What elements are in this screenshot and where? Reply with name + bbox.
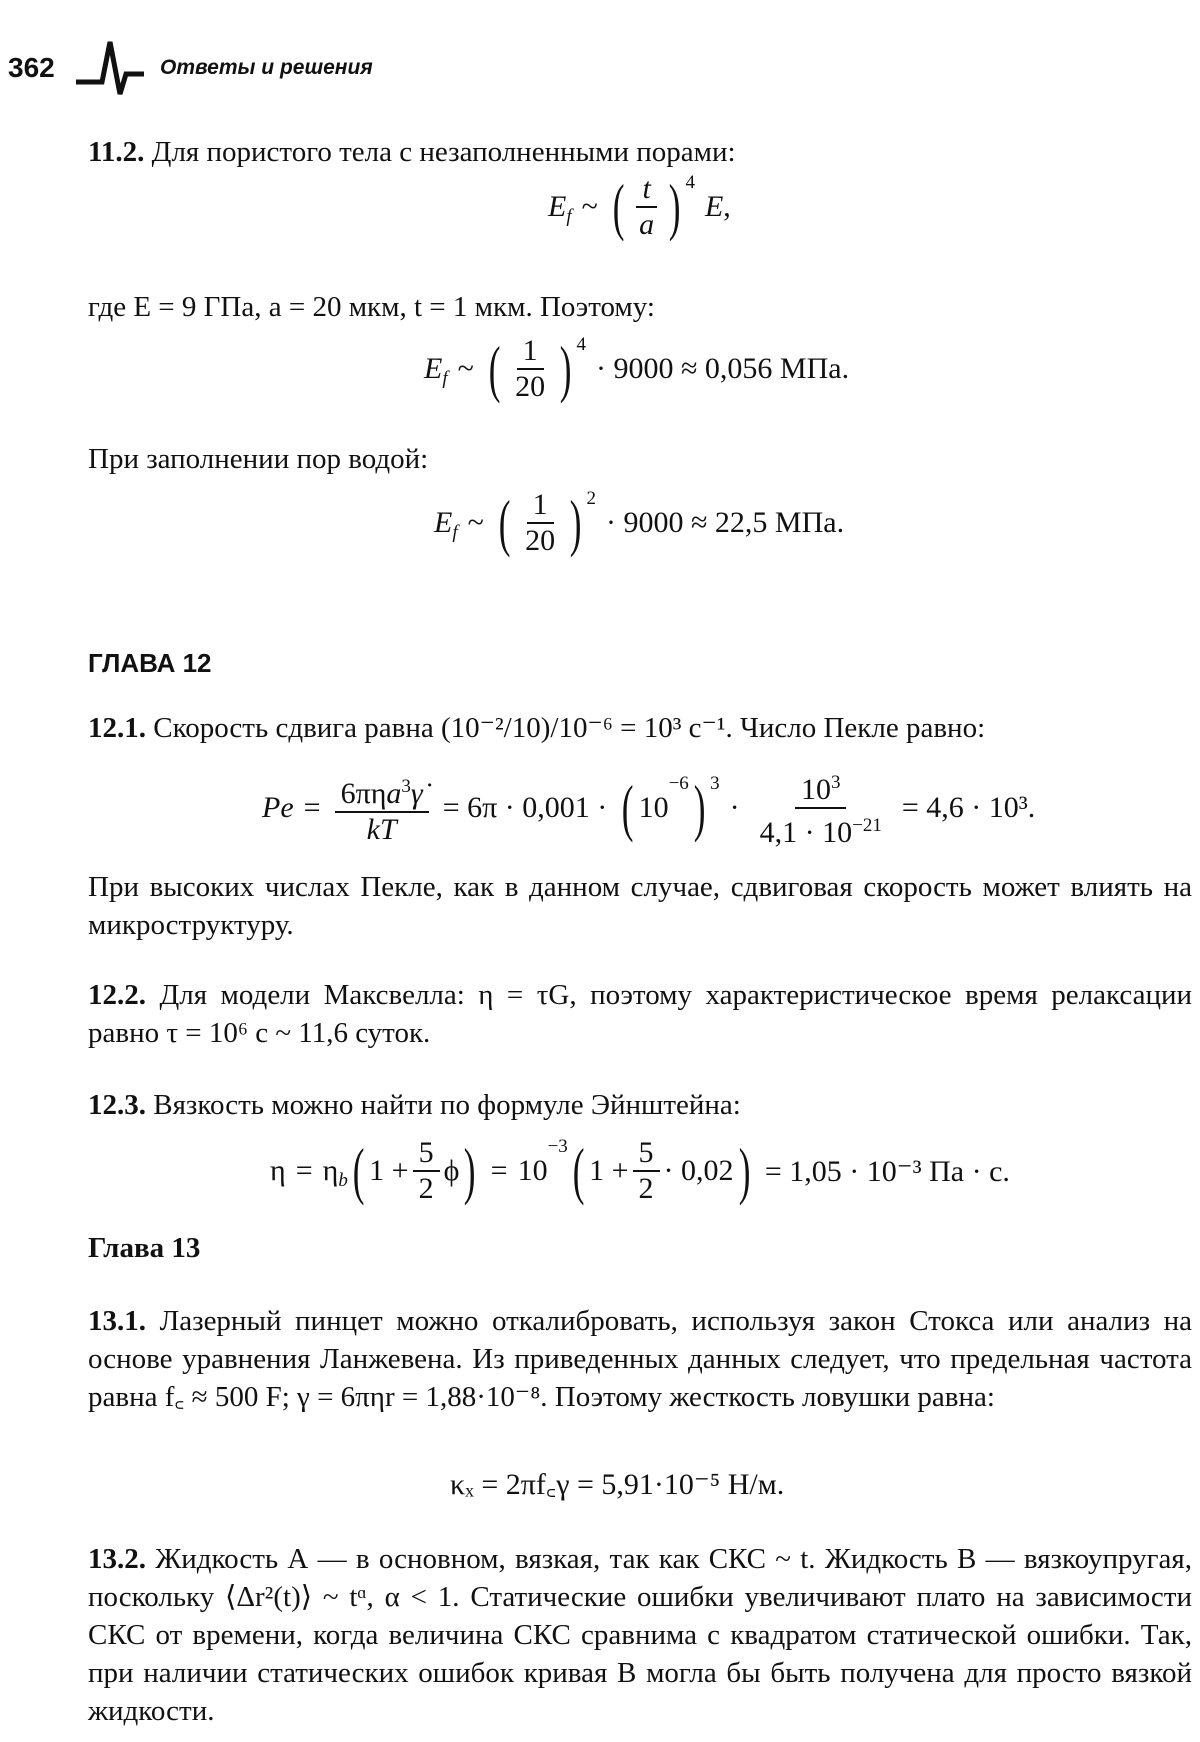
- problem-label: 13.2.: [88, 1543, 146, 1575]
- paragraph-water-filled: При заполнении пор водой:: [88, 443, 429, 475]
- chapter-heading-13: Глава 13: [88, 1232, 201, 1264]
- paragraph-11-2: [88, 133, 1192, 171]
- paragraph-13-1: [88, 1302, 1192, 1416]
- running-title: Ответы и решения: [160, 56, 373, 79]
- equation-porous-modulus: E f ~ ( $\frac{t}{a}$ ) 4 E ,: [548, 171, 731, 242]
- equation-result: = 1,05 · 10⁻³ Па · с.: [764, 1154, 1010, 1188]
- paragraph-text: Для пористого тела с незаполненными порами:: [144, 136, 736, 168]
- chapter-heading-12: ГЛАВА 12: [88, 648, 212, 678]
- equation-result: = 4,6 · 10³.: [901, 791, 1036, 824]
- problem-label: 12.1.: [88, 712, 146, 744]
- equation-middle: = 6π · 0,001 ·: [442, 791, 608, 824]
- equation-wet-result: E f ~ ( $\frac{1}{20}$ ) 2 · 9000 ≈ 22,5 МПа.: [434, 487, 845, 558]
- paragraph-12-1: [88, 709, 1192, 747]
- pulse-logo-icon: [76, 38, 148, 98]
- paragraph-12-2: [88, 976, 1192, 1052]
- equation-factor: · 9000 ≈ 0,056 МПа.: [595, 352, 850, 385]
- paragraph-text: Скорость сдвига равна (10⁻²/10)/10⁻⁶ = 10³ с⁻¹. Число Пекле равно:: [146, 712, 986, 744]
- paragraph-text: Жидкость А — в основном, вязкая, так как СКС ~ t. Жидкость В — вязкоупругая, поскольку ⟨Δr²(t)⟩ ~ tᵅ, α < 1. Статические ошибки увеличивают плато на зависимости СКС от времени, когда величина СКС сравнима с квадратом статической ошибки. Так, при наличии статических ошибок кривая В могла бы быть получена для просто вязкой жидкости.: [88, 1543, 1192, 1727]
- equation-peclet: Pe = $\frac{6\pi\eta a^3\gammȧ}{kT}$ = 6π · 0,001 · ( 10 −6 ) 3 · $\frac{10^3}{4,1 \cdot 10^{-21}}$ = 4,6 · 10³.: [262, 766, 1035, 850]
- problem-label: 11.2.: [88, 136, 145, 168]
- equation-trap-stiffness: κₓ = 2πf꜀γ = 5,91·10⁻⁵ Н/м.: [450, 1468, 785, 1501]
- paragraph-13-2: [88, 1540, 1192, 1730]
- problem-label: 13.1.: [88, 1305, 146, 1337]
- equation-factor: · 9000 ≈ 22,5 МПа.: [605, 506, 845, 539]
- equation-einstein: η = η b ( 1 + $\frac{5}{2}$ ϕ ) = 10 −3 ( 1 + $\frac{5}{2}$ · 0,02 ) = 1,05 · 10⁻³ Па · с.: [270, 1135, 1010, 1206]
- paragraph-12-3: [88, 1086, 1192, 1124]
- problem-label: 12.2.: [88, 979, 146, 1011]
- paragraph-text: Для модели Максвелла: η = τG, поэтому характеристическое время релаксации равно τ = 10⁶ с ~ 11,6 суток.: [88, 979, 1192, 1049]
- paragraph-11-2-values: где E = 9 ГПа, a = 20 мкм, t = 1 мкм. Поэтому:: [88, 291, 655, 323]
- paragraph-text: Вязкость можно найти по формуле Эйнштейна:: [146, 1089, 741, 1121]
- equation-dry-result: E f ~ ( $\frac{1}{20}$ ) 4 · 9000 ≈ 0,056 МПа.: [424, 333, 850, 404]
- paragraph-12-1-conclusion: При высоких числах Пекле, как в данном случае, сдвиговая скорость может влиять на микроструктуру.: [88, 871, 1192, 941]
- paragraph-text: Лазерный пинцет можно откалибровать, используя закон Стокса или анализ на основе уравнения Ланжевена. Из приведенных данных следует, что предельная частота равна f꜀ ≈ 500 F; γ = 6πηr = 1,88·10⁻⁸. Поэтому жесткость ловушки равна:: [88, 1305, 1192, 1413]
- page-number: 362: [8, 52, 55, 83]
- page-header: [8, 38, 373, 98]
- problem-label: 12.3.: [88, 1089, 146, 1121]
